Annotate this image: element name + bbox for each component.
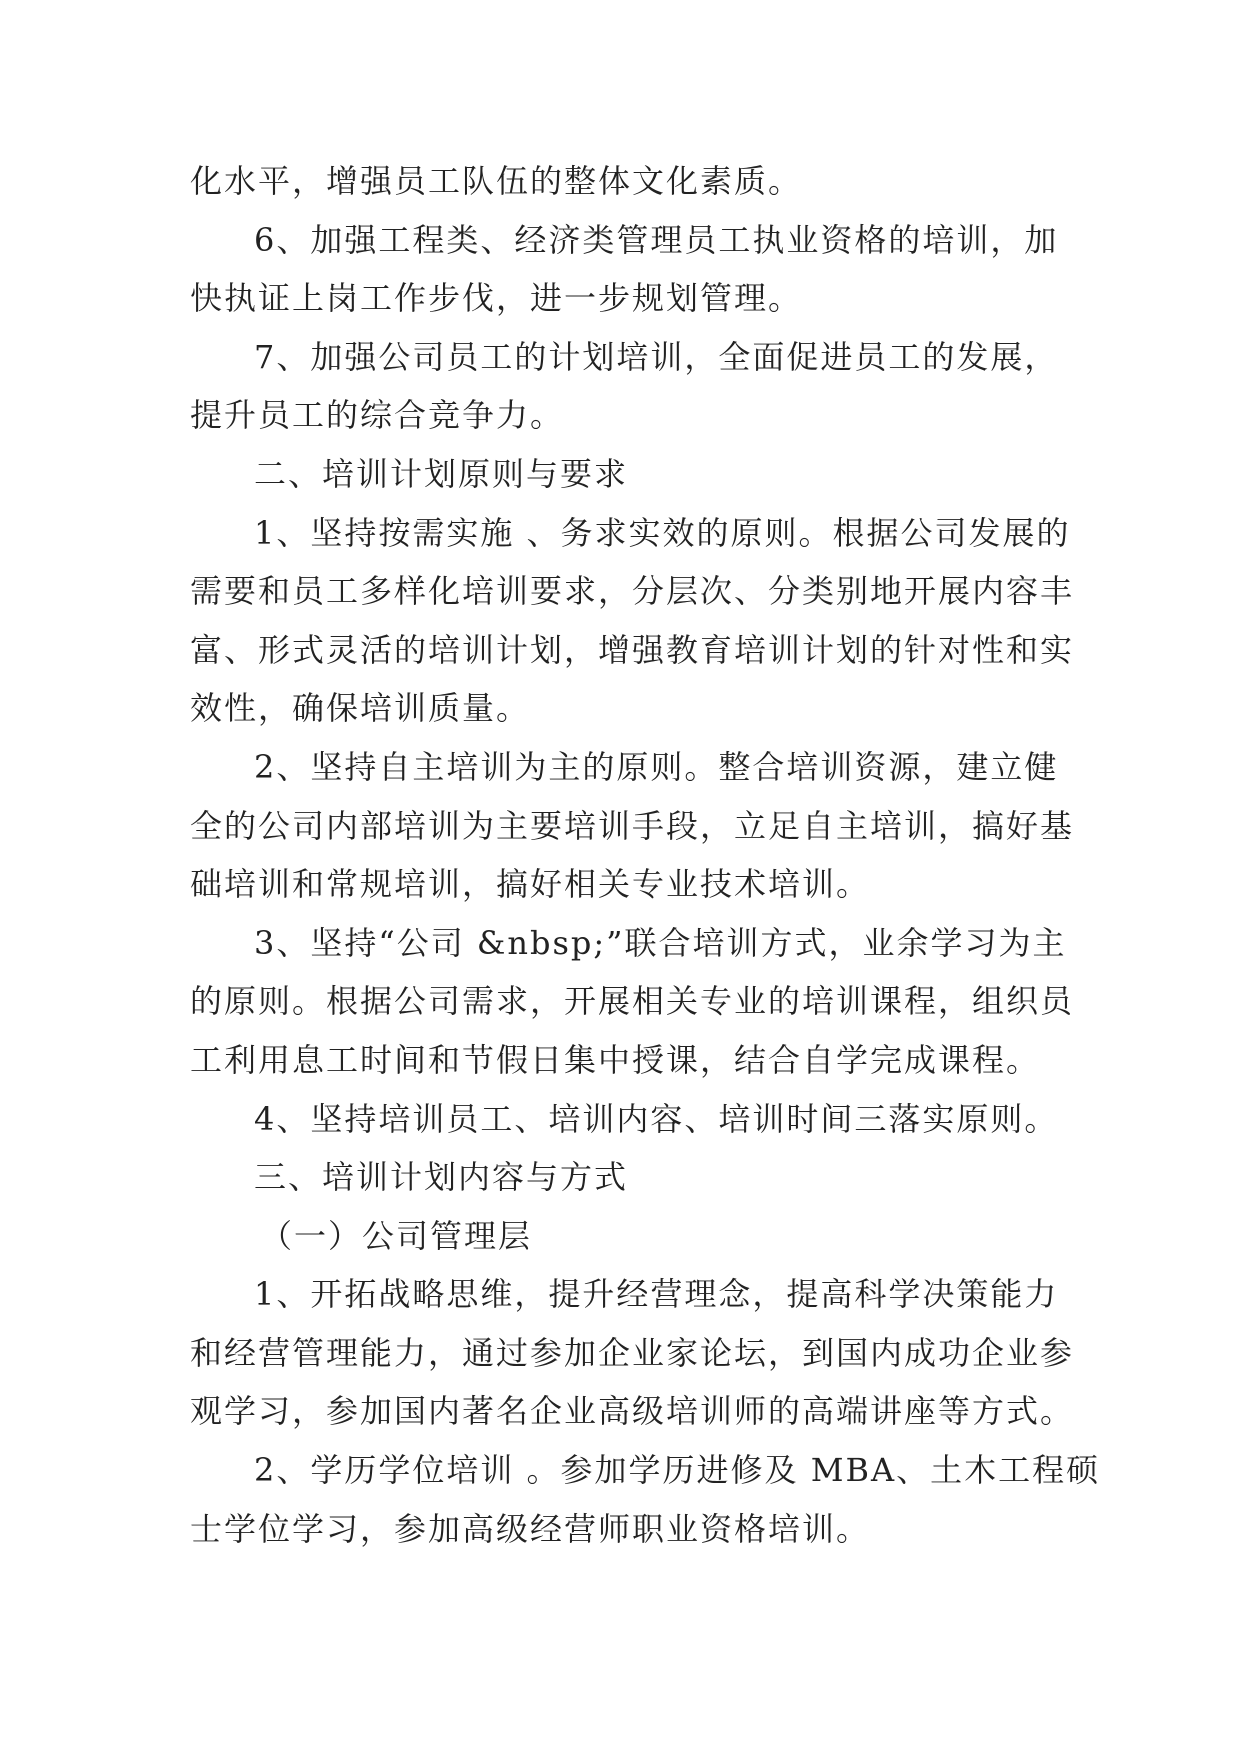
text-line: 和经营管理能力，通过参加企业家论坛，到国内成功企业参 <box>190 1333 1075 1372</box>
text-line: 的原则。根据公司需求，开展相关专业的培训课程，组织员 <box>190 982 1075 1021</box>
text-line: 富、形式灵活的培训计划，增强教育培训计划的针对性和实 <box>190 630 1075 669</box>
text-line: 础培训和常规培训，搞好相关专业技术培训。 <box>190 865 871 904</box>
text-line: 需要和员工多样化培训要求，分层次、分类别地开展内容丰 <box>190 572 1075 611</box>
text-line: 效性，确保培训质量。 <box>190 689 531 728</box>
subsection-heading: （一）公司管理层 <box>260 1216 533 1255</box>
section-heading: 二、培训计划原则与要求 <box>254 454 629 493</box>
text-line: 1、开拓战略思维，提升经营理念，提高科学决策能力 <box>254 1275 1059 1314</box>
text-line: 士学位学习，参加高级经营师职业资格培训。 <box>190 1509 871 1548</box>
text-line: 2、学历学位培训 。参加学历进修及 MBA、土木工程硕 <box>254 1451 1101 1490</box>
document-body <box>190 152 1101 1558</box>
text-line: 快执证上岗工作步伐，进一步规划管理。 <box>190 279 803 318</box>
text-line: 观学习，参加国内著名企业高级培训师的高端讲座等方式。 <box>190 1392 1075 1431</box>
text-line: 化水平，增强员工队伍的整体文化素质。 <box>190 162 803 200</box>
section-heading: 三、培训计划内容与方式 <box>254 1158 629 1197</box>
text-line: 7、加强公司员工的计划培训，全面促进员工的发展， <box>254 337 1059 376</box>
text-line: 3、坚持“公司 &nbsp;”联合培训方式，业余学习为主 <box>254 923 1067 962</box>
text-line: 提升员工的综合竞争力。 <box>190 396 565 435</box>
text-line: 6、加强工程类、经济类管理员工执业资格的培训，加 <box>254 220 1059 259</box>
text-line: 4、坚持培训员工、培训内容、培训时间三落实原则。 <box>254 1099 1059 1138</box>
text-line: 全的公司内部培训为主要培训手段，立足自主培训，搞好基 <box>190 806 1075 845</box>
text-line: 1、坚持按需实施 、务求实效的原则。根据公司发展的 <box>254 513 1071 552</box>
text-line: 工利用息工时间和节假日集中授课，结合自学完成课程。 <box>190 1040 1041 1079</box>
text-line: 2、坚持自主培训为主的原则。整合培训资源，建立健 <box>254 747 1059 786</box>
